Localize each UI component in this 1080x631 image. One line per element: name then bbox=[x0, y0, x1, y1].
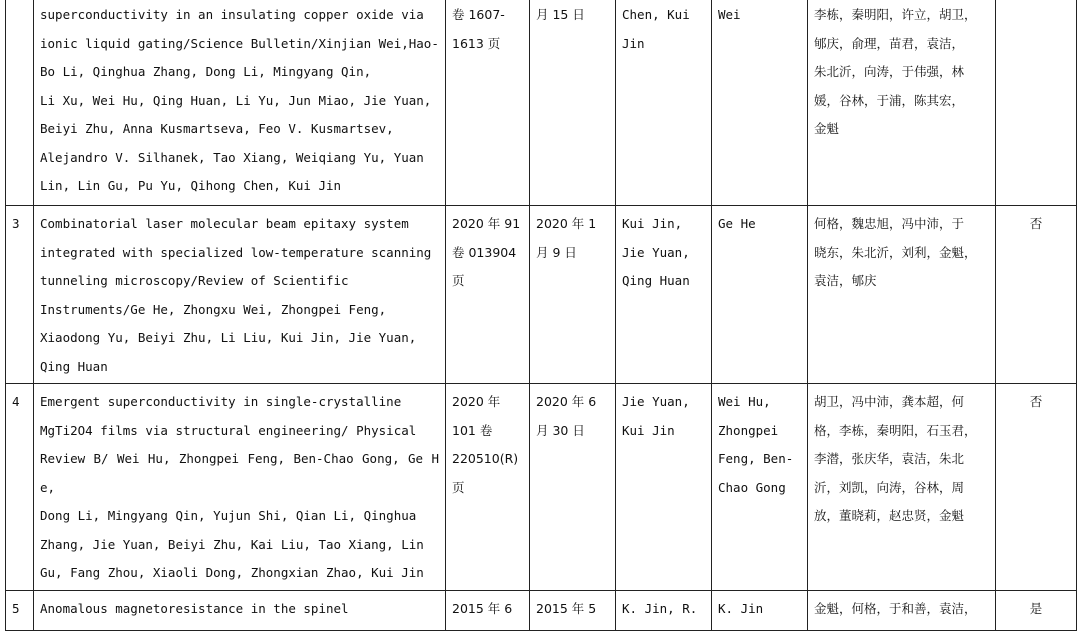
table-row bbox=[6, 206, 1077, 384]
volume-pages: 卷 1607- 1613 页 bbox=[446, 0, 530, 206]
table-row bbox=[6, 590, 1077, 630]
row-number: 3 bbox=[6, 206, 34, 384]
publish-date: 2020 年 1 月 9 日 bbox=[530, 206, 616, 384]
row-number: 5 bbox=[6, 590, 34, 630]
paper-title-authors: Emergent superconductivity in single-crystalline MgTi2O4 films via structural engineering/ Physical Review B/ Wei Hu, Zhongpei Feng, Ben-Chao Gong, Ge He, Dong Li, Mingyang Qin, Yujun Shi, Qian Li, Qinghua Zhang, Jie Yuan, Beiyi Zhu, Kai Liu, Tao Xiang, Lin Gu, Fang Zhou, Xiaoli Dong, Zhongxian Zhao, Kui Jin bbox=[34, 384, 446, 591]
status-flag: 否 bbox=[996, 206, 1077, 384]
corresponding-author: Kui Jin, Jie Yuan, Qing Huan bbox=[616, 206, 712, 384]
other-authors: 金魁，何格，于和善，袁洁， bbox=[808, 590, 996, 630]
first-author: Wei Hu, Zhongpei Feng, Ben- Chao Gong bbox=[712, 384, 808, 591]
corresponding-author: Chen, Kui Jin bbox=[616, 0, 712, 206]
publish-date: 月 15 日 bbox=[530, 0, 616, 206]
other-authors: 胡卫，冯中沛，龚本超，何 格，李栋，秦明阳，石玉君， 李潜，张庆华，袁洁，朱北 沂，刘凯，向涛，谷林，周 放，董晓莉，赵忠贤，金魁 bbox=[808, 384, 996, 591]
status-flag: 是 bbox=[996, 590, 1077, 630]
publication-table bbox=[5, 0, 1077, 631]
table-row bbox=[6, 0, 1077, 206]
volume-pages: 2015 年 6 bbox=[446, 590, 530, 630]
paper-title-authors: Combinatorial laser molecular beam epitaxy system integrated with specialized low-temperature scanning tunneling microscopy/Review of Scientific Instruments/Ge He, Zhongxu Wei, Zhongpei Feng, Xiaodong Yu, Beiyi Zhu, Li Liu, Kui Jin, Jie Yuan, Qing Huan bbox=[34, 206, 446, 384]
row-number: 4 bbox=[6, 384, 34, 591]
row-number bbox=[6, 0, 34, 206]
first-author: Ge He bbox=[712, 206, 808, 384]
first-author: Wei bbox=[712, 0, 808, 206]
paper-title-authors: Anomalous magnetoresistance in the spinel bbox=[34, 590, 446, 630]
table-row bbox=[6, 384, 1077, 591]
corresponding-author: K. Jin, R. bbox=[616, 590, 712, 630]
publish-date: 2020 年 6 月 30 日 bbox=[530, 384, 616, 591]
first-author: K. Jin bbox=[712, 590, 808, 630]
status-flag bbox=[996, 0, 1077, 206]
volume-pages: 2020 年 91 卷 013904 页 bbox=[446, 206, 530, 384]
status-flag: 否 bbox=[996, 384, 1077, 591]
publish-date: 2015 年 5 bbox=[530, 590, 616, 630]
volume-pages: 2020 年 101 卷 220510(R) 页 bbox=[446, 384, 530, 591]
paper-title-authors: superconductivity in an insulating copper oxide via ionic liquid gating/Science Bulletin/Xinjian Wei,Hao- Bo Li, Qinghua Zhang, Dong Li, Mingyang Qin, Li Xu, Wei Hu, Qing Huan, Li Yu, Jun Miao, Jie Yuan, Beiyi Zhu, Anna Kusmartseva, Feo V. Kusmartsev, Alejandro V. Silhanek, Tao Xiang, Weiqiang Yu, Yuan Lin, Lin Gu, Pu Yu, Qihong Chen, Kui Jin bbox=[34, 0, 446, 206]
other-authors: 李栋，秦明阳，许立，胡卫， 郇庆，俞理，苗君，袁洁， 朱北沂，向涛，于伟强，林 媛，谷林，于浦，陈其宏， 金魁 bbox=[808, 0, 996, 206]
corresponding-author: Jie Yuan, Kui Jin bbox=[616, 384, 712, 591]
other-authors: 何格，魏忠旭，冯中沛，于 晓东，朱北沂，刘利，金魁， 袁洁，郇庆 bbox=[808, 206, 996, 384]
